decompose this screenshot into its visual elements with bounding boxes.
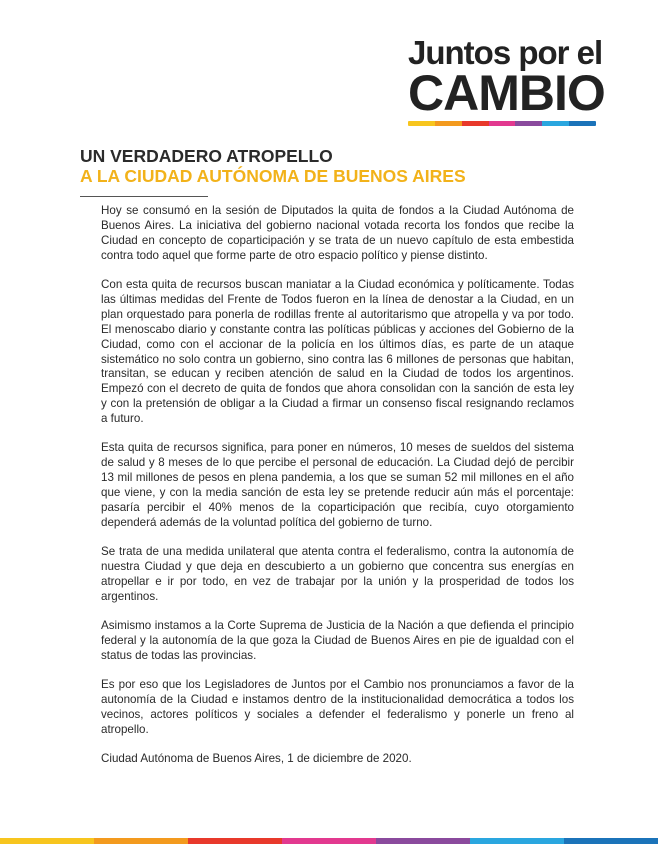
party-logo (408, 34, 605, 126)
footer-stripe-segment (0, 838, 94, 844)
paragraph-1: Hoy se consumó en la sesión de Diputados la quita de fondos a la Ciudad Autónoma de Buenos Aires. La iniciativa del gobierno nacional votada recorta los fondos que recibe la Ciudad en concepto de coparticipación y se trata de un nuevo capítulo de esta embestida contra todo aquel que forme parte de otro espacio político y piense distinto. (101, 204, 574, 262)
paragraph-6: Es por eso que los Legisladores de Juntos por el Cambio nos pronunciamos a favor de la autonomía de la Ciudad e instamos dentro de la institucionalidad democrática a todos los vecinos, actores políticos y sociales a defender el federalismo y ponerle un freno al atropello. (101, 678, 574, 737)
logo-text-bottom: CAMBIO (408, 65, 605, 121)
footer-stripe-segment (564, 838, 658, 844)
footer-stripe-segment (282, 838, 376, 844)
footer-stripe-segment (376, 838, 470, 844)
headline-line-1: UN VERDADERO ATROPELLO (80, 146, 333, 166)
logo-stripe-segment (569, 121, 596, 126)
paragraph-3: Esta quita de recursos significa, para poner en números, 10 meses de sueldos del sistema de salud y 8 meses de lo que percibe el personal de educación. La Ciudad dejó de percibir 13 mil millones de pesos en plena pandemia, a los que se suman 52 mil millones en el año que viene, y con la media sanción de esta ley se pretende reducir aún más el porcentaje: pasaría percibir el 40% menos de la coparticipación que recibía, cuyo otorgamiento dependerá además de la voluntad política del gobierno de turno. (101, 441, 574, 529)
logo-stripe-segment (435, 121, 462, 126)
logo-text-top: Juntos por el (408, 34, 603, 71)
logo-color-stripe (408, 121, 596, 126)
footer-color-stripe (0, 838, 658, 844)
logo-stripe-segment (408, 121, 435, 126)
logo-stripe-segment (462, 121, 489, 126)
paragraph-4: Se trata de una medida unilateral que atenta contra el federalismo, contra la autonomía de nuestra Ciudad y que deja en descubierto a un gobierno que concentra sus energías en atropellar e ir por todo, en vez de trabajar por la unión y la prosperidad de todos los argentinos. (101, 545, 574, 604)
headline (80, 146, 600, 197)
statement-body (101, 204, 574, 767)
logo-stripe-segment (542, 121, 569, 126)
logo-stripe-segment (489, 121, 516, 126)
footer-stripe-segment (188, 838, 282, 844)
date-line: Ciudad Autónoma de Buenos Aires, 1 de diciembre de 2020. (101, 752, 412, 766)
paragraph-5: Asimismo instamos a la Corte Suprema de Justicia de la Nación a que defienda el principio federal y la autonomía de la que goza la Ciudad de Buenos Aires en pie de igualdad con el status de todas las provincias. (101, 619, 574, 663)
footer-stripe-segment (470, 838, 564, 844)
footer-stripe-segment (94, 838, 188, 844)
headline-line-2: A LA CIUDAD AUTÓNOMA DE BUENOS AIRES (80, 166, 466, 186)
headline-divider (80, 196, 208, 197)
logo-stripe-segment (515, 121, 542, 126)
paragraph-2: Con esta quita de recursos buscan maniatar a la Ciudad económica y políticamente. Todas las últimas medidas del Frente de Todos fueron en la línea de denostar a la Ciudad, en un plan orquestado para ponerla de rodillas frente al autoritarismo que atropella y va por todo. El menoscabo diario y constante contra las políticas públicas y acciones del Gobierno de la Ciudad, como con el accionar de la policía en los últimos días, es parte de un ataque sistemático no solo contra un gobierno, sino contra las 6 millones de personas que habitan, transitan, se educan y reciben atención de salud en la Ciudad de todos los argentinos. Empezó con el decreto de quita de fondos que ahora consolidan con la sanción de esta ley y con la pretensión de obligar a la Ciudad a firmar un consenso fiscal resignando reclamos a futuro. (101, 278, 574, 426)
